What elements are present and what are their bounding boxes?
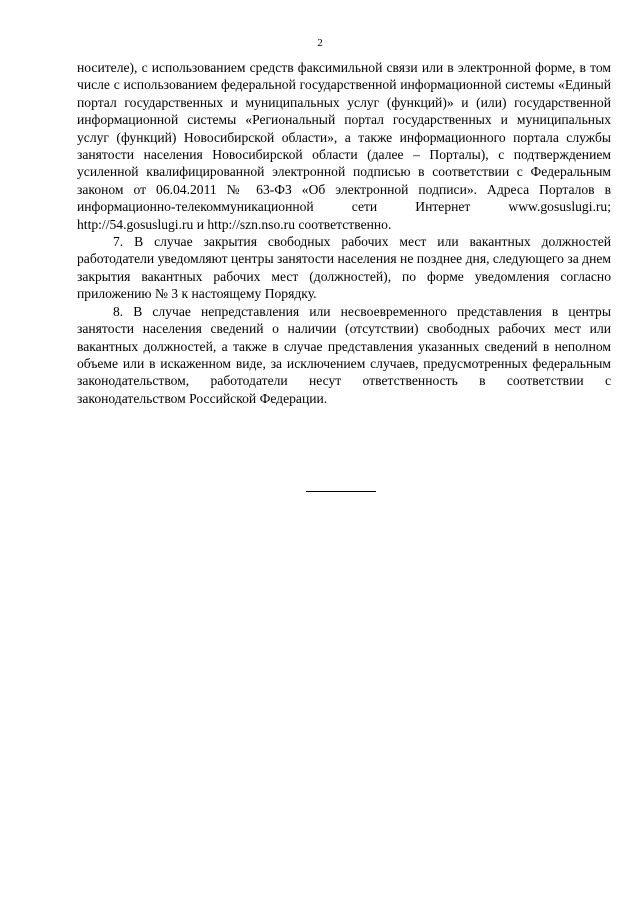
paragraph-item-8: 8. В случае непредставления или несвоевременного представления в центры занятости населения сведений о наличии (отсутствии) свободных рабочих мест или вакантных должностей, а также в случае представления указанных сведений в неполном объеме или в искаженном виде, за исключением случаев, предусмотренных федеральным законодательством, работодатели несут ответственность в соответствии с законодательством Российской Федерации. bbox=[77, 303, 611, 406]
paragraph-continuation: носителе), с использованием средств факсимильной связи или в электронной форме, в том числе с использованием федеральной государственной информационной системы «Единый портал государственных и муниципальных услуг (функций)» и (или) государственной информационной системы «Региональный портал государственных и муниципальных услуг (функций) Новосибирской области», а также информационного портала службы занятости населения Новосибирской области (далее – Порталы), с подтверждением усиленной квалифицированной электронной подписью в соответствии с Федеральным законом от 06.04.2011 № 63-ФЗ «Об электронной подписи». Адреса Порталов в информационно-телекоммуникационной сети Интернет www.gosuslugi.ru; http://54.gosuslugi.ru и http://szn.nso.ru соответственно. bbox=[77, 60, 611, 232]
document-body bbox=[77, 59, 611, 407]
end-of-document-line bbox=[306, 491, 376, 492]
page-number: 2 bbox=[317, 37, 323, 49]
paragraph-item-7: 7. В случае закрытия свободных рабочих мест или вакантных должностей работодатели уведомляют центры занятости населения не позднее дня, следующего за днем закрытия вакантных рабочих мест (должностей), по форме уведомления согласно приложению № 3 к настоящему Порядку. bbox=[77, 234, 611, 302]
